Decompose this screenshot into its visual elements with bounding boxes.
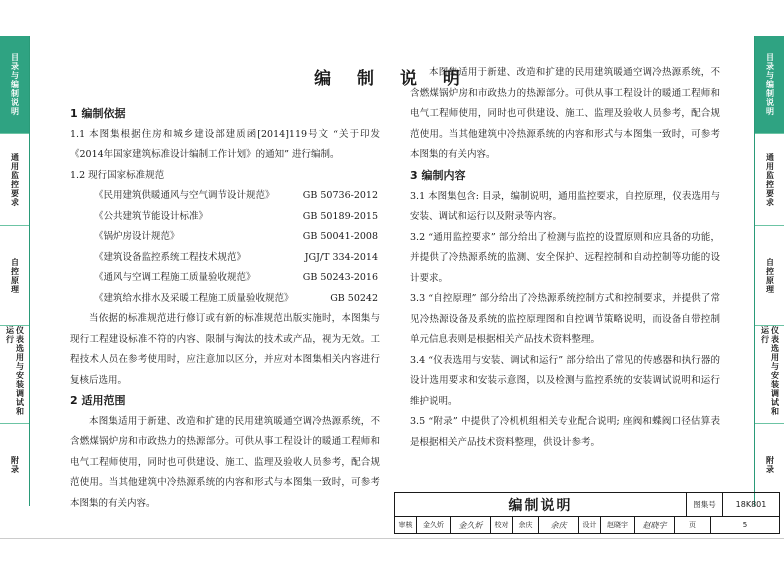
design-name: 赵晓宇: [601, 517, 635, 533]
paragraph: 本图集适用于新建、改造和扩建的民用建筑暖通空调冷热源系统，不含燃煤锅炉房和市政热力的热源部分。可供从事工程设计的暖通工程师和电气工程师使用，同时也可供建设、施工、监理及验收人员参考，配合规范使用。当其他建筑中冷热源系统的内容和形式与本图集一致时，可参考本图集的有关内容。: [70, 415, 380, 509]
tab-label: 通用监控要求: [765, 152, 775, 207]
tab-control-principle[interactable]: [755, 226, 784, 326]
title-block-title: 编制说明: [395, 493, 687, 516]
paragraph: 1.1 本图集根据住房和城乡建设部建质函[2014]119号文 “关于印发《2014年国家建筑标准设计编制工作计划》的通知” 进行编制。: [70, 128, 380, 160]
page-label: 页: [675, 517, 711, 533]
standard-item: [70, 248, 380, 269]
standard-item: [70, 289, 380, 310]
page-title: 编 制 说 明: [314, 69, 470, 89]
standard-code: GB 50189-2015: [302, 210, 378, 222]
tab-appendix[interactable]: [0, 424, 29, 506]
tab-label: 仪表选用与安装调试和运行: [760, 326, 780, 416]
tab-label: 自控原理: [765, 257, 775, 294]
title-block-top-row: [395, 493, 779, 517]
standard-code: GB 50041-2008: [302, 231, 378, 242]
tab-label: 目录与编制说明: [10, 53, 20, 116]
right-tab-strip: [754, 36, 784, 506]
standard-item: [70, 207, 380, 228]
tab-label: 目录与编制说明: [765, 53, 775, 116]
standard-name: 《公共建筑节能设计标准》: [94, 210, 209, 222]
paragraph: 3.3 “自控原理” 部分给出了冷热源系统控制方式和控制要求，并提供了常见冷热源设备及系统的监控原理图和自控调节策略说明，而设备自带控制单元信息表则是根据相关产品技术资料整理。: [410, 293, 720, 345]
tab-instrument-selection[interactable]: [0, 326, 29, 424]
review-label: 审核: [395, 517, 417, 533]
paragraph: 3.2 “通用监控要求” 部分给出了检测与监控的设置原则和应具备的功能，并提供了冷热源系统的监测、安全保护、远程控制和自动控制等功能的设计要求。: [410, 231, 720, 284]
paragraph: 3.5 “附录” 中提供了冷机机组相关专业配合说明; 座阀和蝶阀口径估算表是根据相关产品技术资料整理，供设计参考。: [410, 416, 720, 448]
tab-label: 自控原理: [10, 257, 20, 294]
tab-label: 附录: [10, 456, 20, 474]
tab-label: 通用监控要求: [10, 152, 20, 207]
tab-label: 仪表选用与安装调试和运行: [5, 326, 25, 416]
paragraph-continuation: [410, 67, 720, 166]
standard-code: JGJ/T 334-2014: [304, 251, 378, 263]
tab-label: 附录: [765, 456, 775, 474]
document-sheet: [34, 36, 767, 530]
section-heading: 2 适用范围: [70, 394, 126, 407]
tab-contents-and-notes[interactable]: [0, 36, 29, 134]
paragraph: 3.4 “仪表选用与安装、调试和运行” 部分给出了常见的传感器和执行器的设计选用要求和安装示意图，以及检测与监控系统的安装调试说明和运行维护说明。: [410, 354, 720, 407]
section-heading: 1 编制依据: [70, 107, 126, 120]
review-name: 金久炘: [417, 517, 451, 533]
standard-name: 《民用建筑供暖通风与空气调节设计规范》: [94, 190, 275, 201]
title-block-signature-row: [395, 517, 779, 533]
page-number: 5: [742, 521, 748, 529]
section-heading: 3 编制内容: [410, 169, 466, 182]
design-label: 设计: [579, 517, 601, 533]
paragraph: 3.1 本图集包含: 目录，编制说明，通用监控要求，自控原理，仪表选用与安装、调试和运行以及附录等内容。: [410, 190, 720, 222]
standard-name: 《锅炉房设计规范》: [94, 231, 180, 242]
standard-code: GB 50736-2012: [302, 190, 378, 201]
paragraph: 1.2 现行国家标准规范: [70, 169, 165, 181]
paragraph: 当依据的标准规范进行修订或有新的标准规范出版实施时，本图集与现行工程建设标准不符的内容、限制与淘汰的技术或产品，视为无效。工程技术人员在参考使用时，应注意加以区分，并应对本图集相关内容进行复核后选用。: [70, 313, 380, 386]
atlas-number-label: 图集号: [687, 493, 723, 516]
left-column: [70, 104, 380, 509]
standard-item: [70, 268, 380, 289]
left-tab-strip: [0, 36, 30, 506]
standard-name: 《建筑给水排水及采暖工程施工质量验收规范》: [94, 292, 294, 304]
title-block: [394, 492, 780, 534]
standard-code: GB 50242: [330, 292, 378, 304]
tab-general-monitoring[interactable]: [755, 134, 784, 226]
right-column: [410, 67, 720, 453]
standard-item: [70, 227, 380, 248]
paragraph-continuation-text: 本图集适用于新建、改造和扩建的民用建筑暖通空调冷热源系统，不含燃煤锅炉房和市政热力的热源部分。可供从事工程设计的暖通工程师和电气工程师使用，同时也可供建设、施工、监理及验收人员参考，配合规范使用。当其他建筑中冷热源系统的内容和形式与本图集一致时，可参考本图集的有关内容。: [410, 67, 720, 160]
standard-name: 《通风与空调工程施工质量验收规范》: [94, 272, 256, 283]
standard-item: [70, 186, 380, 207]
bottom-divider: [0, 538, 784, 539]
review-signature: 金久炘: [451, 517, 491, 533]
check-signature: 余庆: [539, 517, 579, 533]
tab-general-monitoring[interactable]: [0, 134, 29, 226]
check-label: 校对: [491, 517, 513, 533]
design-signature: 赵晓宇: [635, 517, 675, 533]
check-name: 余庆: [513, 517, 539, 533]
tab-contents-and-notes[interactable]: [755, 36, 784, 134]
atlas-number-value: 18K801: [735, 500, 767, 509]
standard-code: GB 50243-2016: [302, 272, 378, 283]
tab-control-principle[interactable]: [0, 226, 29, 326]
tab-instrument-selection[interactable]: [755, 326, 784, 424]
standard-name: 《建筑设备监控系统工程技术规范》: [94, 251, 247, 263]
